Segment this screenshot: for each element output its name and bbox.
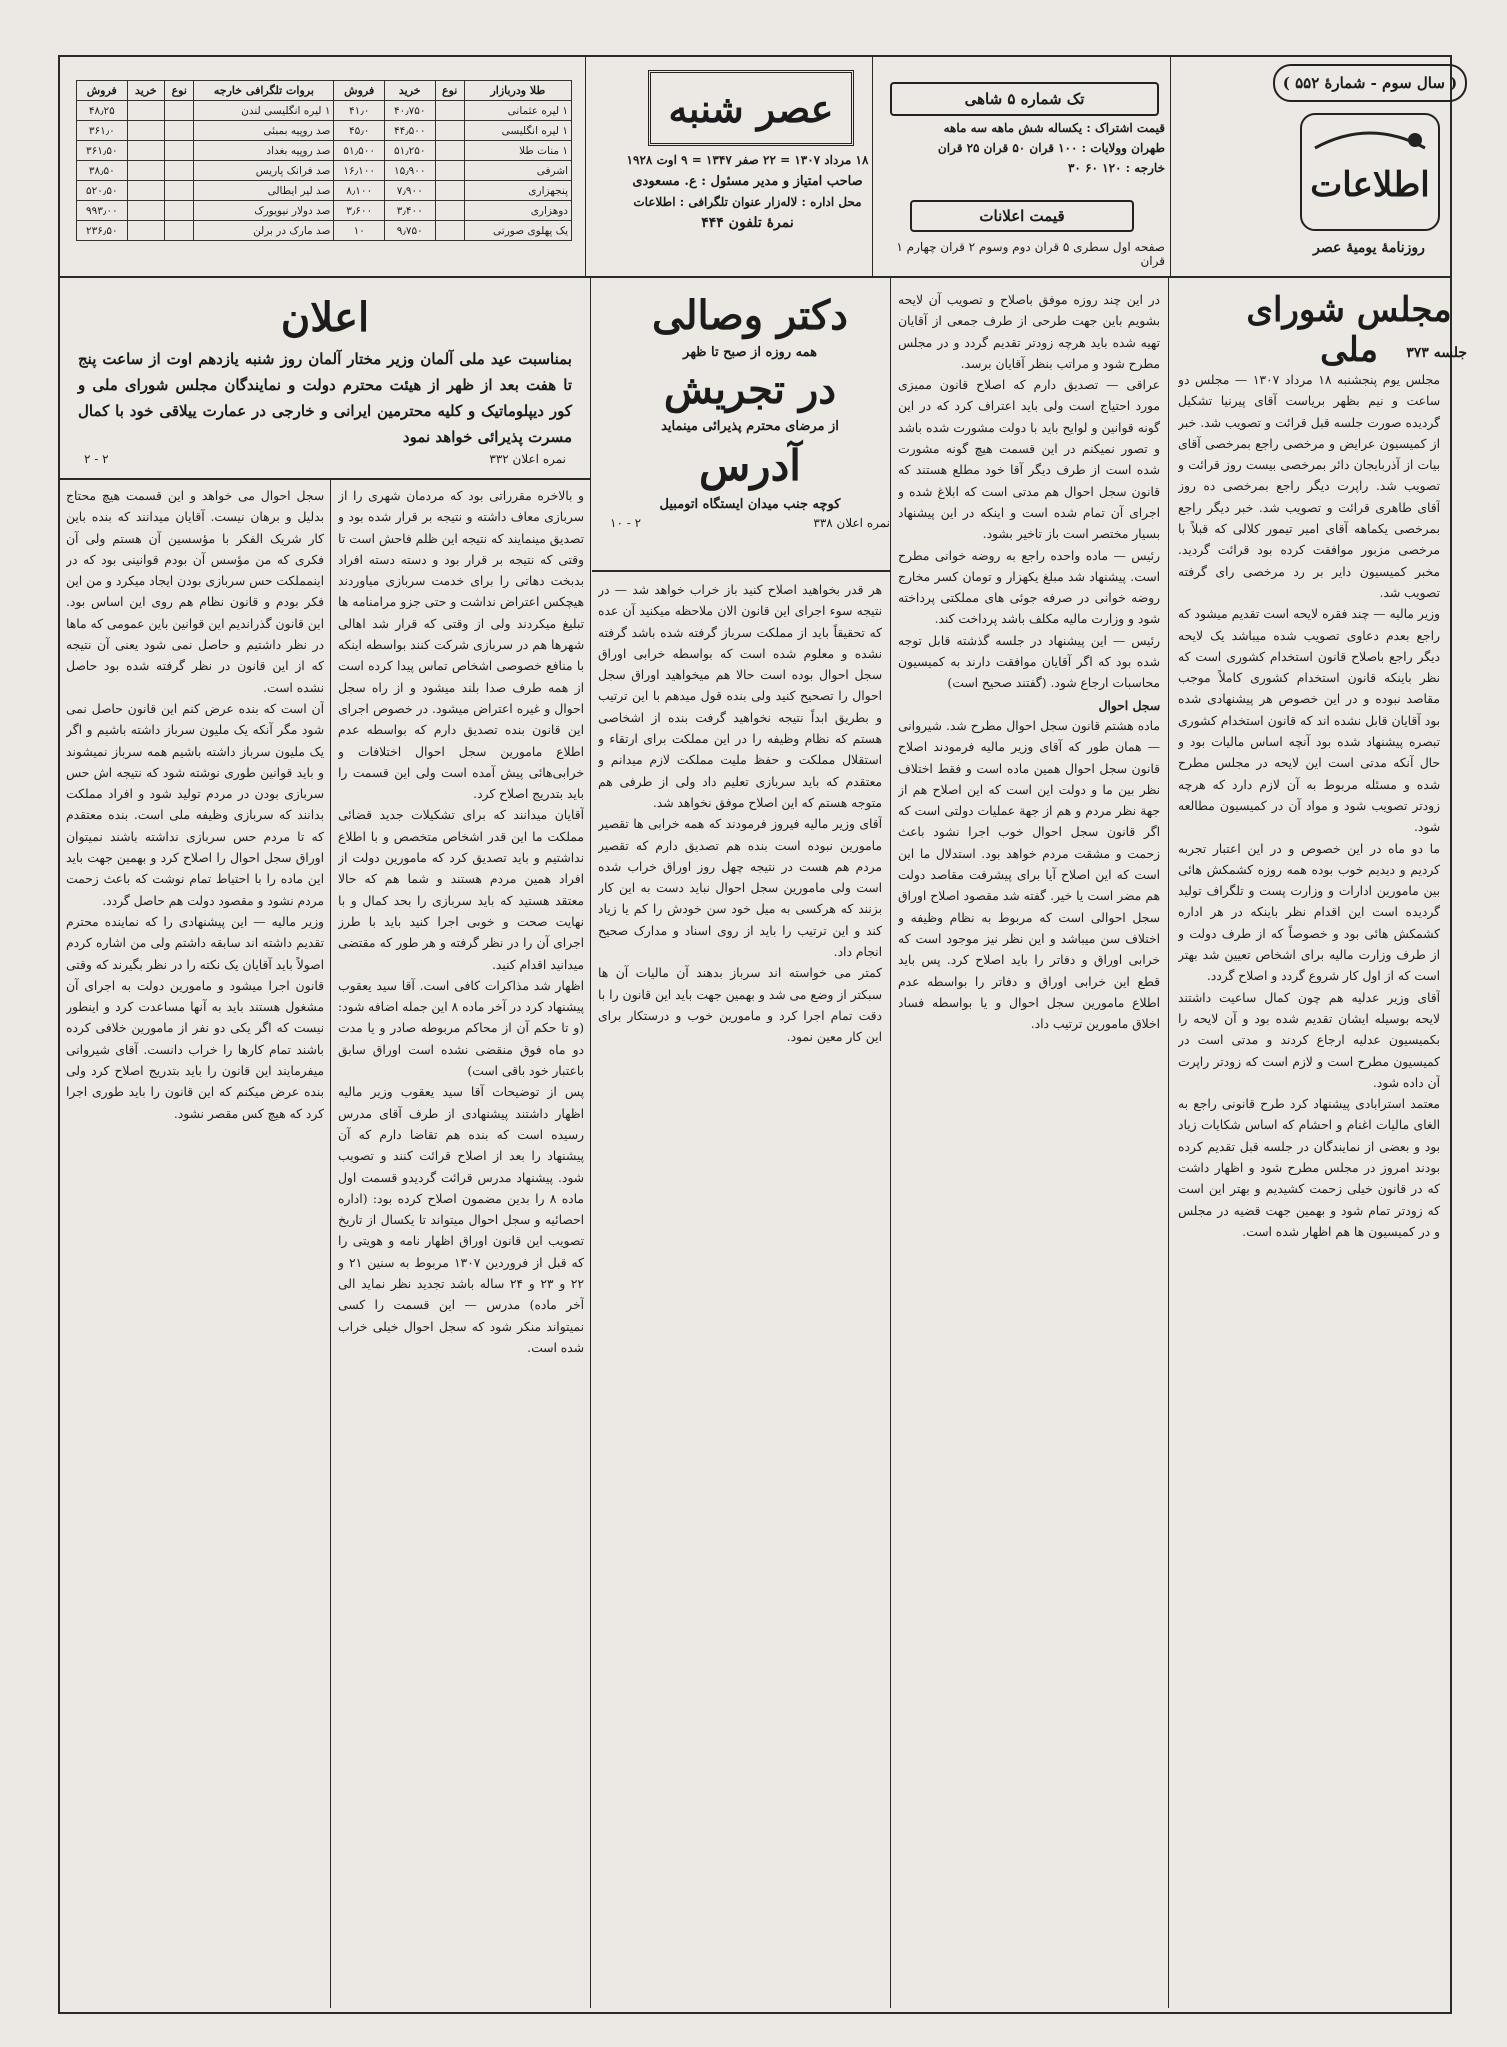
subscription-block xyxy=(880,118,1165,178)
table-cell xyxy=(127,141,165,161)
article-column-2 xyxy=(898,290,1160,2000)
table-cell: ۸٫۱۰۰ xyxy=(334,181,385,201)
table-cell: صد روپیه بغداد xyxy=(194,141,334,161)
table-cell xyxy=(435,221,464,241)
table-cell: دوهزاری xyxy=(464,201,571,221)
masthead-divider xyxy=(58,276,1450,278)
table-cell: ۴۱٫۰ xyxy=(334,101,385,121)
paragraph: وزیر مالیه — چند فقره لایحه است تقدیم میشود که راجع بعدم دعاوی تصویب شده میباشد یک لایحه دیگر راجع باصلاح قانون استخدام کشوری است که نظر باینکه قانون استخدام کشوری کاملاً موجب مقاصد نبوده و در این خصوص هر پیشنهادی شده بود آقایان قابل نشده اند که قانون استخدام کشوری تبصره پیشنهاد شده بود آنچه اساس مالیات بود و حال آنکه مدتی است این لایحه در مجلس مطرح شده و مسئله مربوط به آن لازم دارد که هرچه زودتر تصویب شود و مواد آن در کمیسیون مطالعه شود. xyxy=(1178,607,1440,835)
majlis-headline: مجلس شورای ملی xyxy=(1246,290,1452,370)
table-cell: ۱ لیره انگلیسی لندن xyxy=(194,101,334,121)
single-price: تک شماره ۵ شاهی xyxy=(890,82,1159,116)
newspaper-logo xyxy=(1295,108,1445,236)
table-header-cell: خرید xyxy=(384,81,435,101)
table-cell: اشرفی xyxy=(464,161,571,181)
column-rule xyxy=(330,480,331,2008)
column-rule xyxy=(590,278,591,2008)
announcement-title: اعلان xyxy=(280,294,370,341)
table-header-row xyxy=(77,81,572,101)
paragraph: معتمد استرابادی پیشنهاد کرد طرح قانونی راجع به الغای مالیات اغنام و احشام که اساس شکایات زیاد بود و بعضی از نمایندگان در جلسه قبل تقدیم کرده بودند امروز در مجلس مطرح شود و اظهار داشت که در قانون خیلی زحمت کشیدیم و بهتر این است که زودتر تمام شود و بهمین جهت قضیه در مجلس و در کمیسیون ها هم اظهار شده است. xyxy=(1178,1097,1440,1239)
paragraph: آقایان میدانند که برای تشکیلات جدید قضائی مملکت ما این قدر اشخاص متخصص و با اطلاع نداشتیم و باید تصدیق کرد که مامورین دولت از افراد همین مردم هستند و شما هم که حالا معتقد هستید که باید سربازی را بحد کمال و با نهایت صحت و خوبی اجرا کنید باید با طرز اجرای آن را در نظر گرفته و هر طور که مقتضی میدانید اقدام کنید. xyxy=(338,808,584,972)
paragraph: ما دو ماه در این خصوص و در این اعتبار تجربه کردیم و دیدیم خوب بوده همه روزه کشمکش هائی بین مامورین ادارات و وزارت پست و تلگراف تولید گردیده است این اقدام نظر باینکه در هر اداره کشمکش هائی بود و خصوصاً که از طرف دولت و از طرف وزارت مالیه برای اشخاص تعیین شد بهتر است که از اول کار شروع گردد و اصلاح گردد. xyxy=(1178,841,1440,984)
table-row xyxy=(77,221,572,241)
table-cell: ۳۶۱٫۵۰ xyxy=(77,141,128,161)
paragraph: کمتر می خواسته اند سرباز بدهند آن مالیات آن ها سبکتر از وضع می شد و بهمین جهت باید این قانون را با دقت تمام اجرا کرد و مامورین خوب و درستکار برای این کار معین نمود. xyxy=(598,966,882,1045)
article-column-1 xyxy=(1178,370,1440,2000)
table-row xyxy=(77,121,572,141)
table-cell: ۱۵٫۹۰۰ xyxy=(384,161,435,181)
table-cell: ۳٫۴۰۰ xyxy=(384,201,435,221)
paragraph: سجل احوال می خواهد و این قسمت هیچ محتاج بدلیل و برهان نیست. آقایان میدانند که بنده باین کار شریک الفکر با مؤسسین آن هستم ولی آن فکری که من مؤسس آن بودم قوانینی بود که در اینمملکت حس سربازی بودن ایجاد میکرد و من این فکر بودم و قانون نظام هم روی این اساس بود. این قانون گذراندیم این قوانین باین عمومی که ماها در نظر داشتیم و حاصل نمی شود یعنی آن نتیجه که از این قانون در نظر گرفته شده بود حاصل نشده است. xyxy=(66,489,324,695)
table-cell: ۳٫۶۰۰ xyxy=(334,201,385,221)
table-cell xyxy=(165,141,194,161)
table-header-cell: نوع xyxy=(165,81,194,101)
announcement-text: بمناسبت عید ملی آلمان وزیر مختار آلمان روز شنبه یازدهم اوت از ساعت پنج تا هفت بعد از ظهر از هیئت محترم دولت و نمایندگان مجلس شورای ملی و کور دیپلوماتیک و کلیه محترمین ایرانی و خارجی در عمارت ییلاقی خود با کمال مسرت پذیرائی خواهد نمود xyxy=(78,350,572,446)
table-row xyxy=(77,101,572,121)
subscription-title: قیمت اشتراک : یکساله شش ماهه سه ماهه xyxy=(943,121,1165,135)
ad-run: ۲ - ۱۰ xyxy=(610,516,642,530)
date-line: ۱۸ مرداد ۱۳۰۷ = ۲۲ صفر ۱۳۴۷ = ۹ اوت ۱۹۲۸ xyxy=(626,153,869,167)
table-cell: ۹٫۷۵۰ xyxy=(384,221,435,241)
tagline: روزنامهٔ یومیهٔ عصر xyxy=(1313,240,1425,256)
table-cell: ۴۰٫۷۵۰ xyxy=(384,101,435,121)
table-cell xyxy=(165,161,194,181)
phone-line: نمرهٔ تلفون ۴۴۴ xyxy=(701,215,794,231)
paragraph: اظهار شد مذاکرات کافی است. آقا سید یعقوب پیشنهاد کرد در آخر ماده ۸ این جمله اضافه شود: (و تا حکم آن از محاکم مربوطه صادر و یا مدت دو ماه فوق منقضی نشده است اوراق سابق باعتبار خود باقی است) xyxy=(338,978,584,1079)
announcement xyxy=(70,290,580,466)
edition-title: عصر ‌شنبه xyxy=(648,70,854,146)
issue-number: ( سال سوم - شمارهٔ ۵۵۲ ) xyxy=(1273,64,1467,102)
paragraph: آن است که بنده عرض کنم این قانون حاصل نمی شود مگر آنکه یک ملیون سرباز داشته باشیم و اگر یک ملیون سرباز داشته باشیم همه سرباز نمیشوند و باید قوانین طوری نوشته شود که نتیجه اش حس سربازی بودن در مردم تولید شود و افراد مملکت بدانند که سربازی وظیفه ملی است. بنده معتقدم که تا مردم حس سربازی نداشته باشند نمیتوان اوراق سجل احوال را اصلاح کرد و بهمین جهت باید این ماده را با احتیاط تمام نوشت که باعث زحمت مردم نشود و مقصود دولت هم حاصل گردد. xyxy=(66,701,324,908)
table-cell xyxy=(435,201,464,221)
table-cell: ۵۱٫۲۵۰ xyxy=(384,141,435,161)
table-cell: ۷٫۹۰۰ xyxy=(384,181,435,201)
table-header-cell: خرید xyxy=(127,81,165,101)
paragraph: عراقی — تصدیق دارم که اصلاح قانون ممیزی مورد احتیاج است ولی باید اعتراف کرد که در این گونه قوانین و لوایح باید با دولت مشورت شده باشد و تصور نمیکنم در این قسمت هیچ گونه مشورت شده است از طرف دیگر آقا خود مطلع هستند که قانون سجل احوال هم مدتی است که ابلاغ شده و اجرای آن تمام شده است و اینکه در این پیشنهاد بسیار مختصر است باز تاخیر بشود. xyxy=(898,378,1160,542)
table-row xyxy=(77,201,572,221)
table-cell xyxy=(127,221,165,241)
address-line: کوچه جنب میدان ایستگاه اتومبیل xyxy=(659,497,841,512)
paragraph: پس از توضیحات آقا سید یعقوب وزیر مالیه اظهار داشتند پیشنهادی از طرف آقای مدرس رسیده است که بنده هم تقاضا دارم که آن پیشنهاد را بعد از اصلاح قرائت کنند و تصویب شود. پیشنهاد مدرس قرائت گردیدو قسمت اول ماده ۸ را بدین مضمون اصلاح کرده بود: (اداره احصائیه و سجل احوال میتواند تا یکسال از تاریخ تصویب این قانون اوراق اظهار نامه و هویتی را که قبل از فروردین ۱۳۰۷ مربوط به سنین ۲۱ و ۲۲ و ۲۳ و ۲۴ ساله باشد تجدید نظر نماید الی آخر ماده) مدرس — این قسمت را کسی نمیتواند منکر شود که سجل احوال خیلی خراب شده است. xyxy=(338,1085,584,1355)
paragraph: هر قدر بخواهید اصلاح کنید باز خراب خواهد شد — در نتیجه سوء اجرای این قانون الان ملاحظه میکنید آن عده که تحقیقاً باید از مملکت سرباز گرفته شده باشد گرفته نشده و معلوم شده است که بواسطه خرابی اوراق سجل احوال بوده است حالا هم میخواهید اوراق سجل احوال را تصحیح کنید ولی بنده قول میدهم با این ترتیب و بطریق ابداً نتیجه نخواهید گرفت بنده از اشخاصی هستم که نظام وظیفه را در این مملکت برای ارتقاء و استقلال مملکت و حفظ ملیت مملکت لازم میدانم و معتقدم که باید سربازی تعلیم داد ولی از طرفی هم متوجه هستم که این اصلاح موفق نخواهد شد. xyxy=(598,583,882,810)
table-cell xyxy=(127,121,165,141)
table-header-cell: طلا ودربازار xyxy=(464,81,571,101)
table-cell xyxy=(127,181,165,201)
masthead-column-rule xyxy=(1170,57,1171,276)
table-cell: ۳۸٫۵۰ xyxy=(77,161,128,181)
table-header-cell: بروات تلگرافی خارجه xyxy=(194,81,334,101)
table-cell: پنجهزاری xyxy=(464,181,571,201)
ad-number: نمره اعلان ۳۳۲ xyxy=(489,452,566,466)
table-cell: ۹۹۳٫۰۰ xyxy=(77,201,128,221)
doctor-note: از مرضای محترم پذیرائی مینماید xyxy=(661,419,839,434)
table-cell: ۱ منات طلا xyxy=(464,141,571,161)
table-cell: ۱۶٫۱۰۰ xyxy=(334,161,385,181)
table-cell: ۵۱٫۵۰۰ xyxy=(334,141,385,161)
office-line: محل اداره : لاله‌زار عنوان تلگرافی : اطلاعات xyxy=(633,195,862,209)
table-header-cell: فروش xyxy=(77,81,128,101)
owner-line: صاحب امتیاز و مدیر مسئول : ع. مسعودی xyxy=(632,174,863,189)
paragraph: و بالاخره مقرراتی بود که مردمان شهری را از سربازی معاف داشته و نتیجه بر قرار شده بود و تصدیق مینمایند که نتیجه این ظلم فاحش است تا وقتی که نتیجه بر قرار بود و دسته دسته افراد بدبخت دهاتی را برای خدمت سربازی میاوردند هیچکس اعتراض نداشت و حتی جزو مرامنامه ها تبلیغ میکردند ولی از وقتی که قرار شد اهالی شهرها هم در سربازی شرکت کنند بواسطه اینکه با منافع خصوصی اشخاص تماس پیدا کرده است از همه طرف صدا بلند میشود و از راه سجل احوال و غیره اعتراض میشود. در خصوص اجرای این قانون بنده تصدیق دارم که بواسطه عدم اطلاع مامورین سجل احوال اختلافات و خرابی‌هائی پیش آمده است ولی این قسمت را باید بتدریج اصلاح کرد. xyxy=(338,489,584,802)
table-cell: ۵۲۰٫۵۰ xyxy=(77,181,128,201)
table-cell xyxy=(165,221,194,241)
table-cell: ۱۰ xyxy=(334,221,385,241)
ads-rates: صفحه اول سطری ۵ قران دوم وسوم ۲ قران چهارم ۱ قران xyxy=(896,240,1165,268)
table-cell xyxy=(165,121,194,141)
paragraph: در این چند روزه موفق باصلاح و تصویب آن لایحه بشویم باین جهت طرحی از طرف جمعی از آقایان تهیه شده باید هرچه زودتر تقدیم گردد و در مجلس مطرح شود و مراتب بنظر آقایان برسد. xyxy=(898,293,1160,371)
subscription-abroad: خارجه : ۱۲۰ ۶۰ ۳۰ xyxy=(1067,161,1165,175)
paragraph: رئیس — ماده واحده راجع به روضه خوانی مطرح است. پیشنهاد شد مبلغ یکهزار و تومان کسر مخارج روضه خوانی در صرفه جوئی های مملکتی پرداخته شود و وزارت مالیه مکلف باشد پرداخت کند. xyxy=(898,548,1160,627)
table-cell xyxy=(127,101,165,121)
ad-number: نمره اعلان ۳۳۸ xyxy=(813,516,890,530)
table-cell xyxy=(165,101,194,121)
table-cell: ۴۸٫۲۵ xyxy=(77,101,128,121)
table-cell: صد مارک در برلن xyxy=(194,221,334,241)
doctor-advertisement xyxy=(600,290,900,530)
table-row xyxy=(77,161,572,181)
table-cell: صد روپیه بمبئی xyxy=(194,121,334,141)
ad-divider xyxy=(592,570,890,572)
article-column-5 xyxy=(66,486,324,2000)
paragraph: آقای وزیر مالیه فیروز فرمودند که همه خرابی ها تقصیر مامورین نبوده است بنده هم تصدیق دارم که تقصیر مردم هم هست در نتیجه چهل روز اوراق خراب شده است ولی مامورین سجل احوال نباید دست به این کار بزنند که هرکسی به میل خود سن خودش را کم یا زیاد کند و این ترتیب را باید از روی اسناد و مدارک صحیح انجام داد. xyxy=(598,817,882,960)
table-cell: ۱ لیره انگلیسی xyxy=(464,121,571,141)
table-cell: ۴۵٫۰ xyxy=(334,121,385,141)
table-header-cell: فروش xyxy=(334,81,385,101)
table-cell: ۲۳۶٫۵۰ xyxy=(77,221,128,241)
table-cell: ۳۶۱٫۰ xyxy=(77,121,128,141)
table-cell: ۴۴٫۵۰۰ xyxy=(384,121,435,141)
article-column-3 xyxy=(598,580,882,2000)
session-label: جلسه ۳۷۳ xyxy=(1406,345,1467,361)
paragraph: ماده هشتم قانون سجل احوال مطرح شد. شیروانی — همان طور که آقای وزیر مالیه فرمودند اصلاح قانون سجل احوال همین ماده است و فقط اختلاف نظر بین ما و دولت این است که این اصلاح هم از جهة نظر مردم و هم از جهة عملیات دولتی است که اگر قانون سجل احوال خوب اجرا نشود باعث زحمت و مشقت مردم خواهد بود. استدلال ما این است که این اصلاح آیا برای پیشرفت مقاصد دولت هم مضر است یا خیر. گفته شد مقصود اصلاح اوراق سجل احوالی است که مربوط به نظام وظیفه و اختلاف سن میباشد و این نظر نیز موجود است که خرابی اوراق و دفاتر را باید اصلاح کرد. پس باید قطع این خرابی اوراق و دفاتر را بواسطه عدم اطلاع مامورین سجل احوال و یا بواسطه فساد اخلاق مامورین ترتیب داد. xyxy=(898,718,1160,1032)
table-row xyxy=(77,141,572,161)
table-cell: صد فرانک پاریس xyxy=(194,161,334,181)
publication-info xyxy=(585,150,910,234)
column-rule xyxy=(1168,278,1169,2008)
ad-number-row xyxy=(70,452,580,466)
table-cell xyxy=(435,181,464,201)
ads-price-title: قیمت اعلانات xyxy=(910,200,1134,232)
paragraph: آقای وزیر عدلیه هم چون کمال ساعیت داشتند لایحه بوسیله ایشان تقدیم شده بود و آن لایحه را بکمیسیون عدلیه ارجاع کردند و مدتی است در کمیسیون مطرح است و لازم است که زودتر راپرت آن داده شود. xyxy=(1178,990,1440,1090)
exchange-rates-table xyxy=(76,80,572,241)
address-title: آدرس xyxy=(699,441,801,490)
logo-text: اطلاعات xyxy=(1310,165,1430,205)
table-cell xyxy=(435,161,464,181)
column-rule xyxy=(890,278,891,2008)
ad-divider xyxy=(60,478,590,480)
doctor-place: در تجریش xyxy=(663,366,837,413)
table-row xyxy=(77,181,572,201)
table-cell xyxy=(435,121,464,141)
table-cell xyxy=(165,181,194,201)
table-cell xyxy=(127,161,165,181)
subheading: سجل احوال xyxy=(1098,697,1160,713)
table-cell: صد لیر ایطالی xyxy=(194,181,334,201)
ad-run: ۲ - ۲ xyxy=(84,452,109,466)
table-cell: یک پهلوی صورتی xyxy=(464,221,571,241)
table-cell xyxy=(435,101,464,121)
paragraph: مجلس یوم پنجشنبه ۱۸ مرداد ۱۳۰۷ — مجلس دو ساعت و نیم بظهر بریاست آقای پیرنیا تشکیل گردیده صورت جلسه قبل قرائت و تصویب شد. خبر از کمیسیون عرایض و مرخصی راجع بمرخصی آقای بیات از آذربایجان دائر بمرخصی بیست روز قرائت و تصویب شد. راپرت دیگر راجع بمرخصی ده روز آقای طاهری قرائت و تصویب شد. خبر دیگر راجع بمرخصی یکماهه آقای امیر تیمور کلالی که قبلاً با مرخصی مزبور موافقت کرده بود قرائت گردید. مخبر کمیسیون دایر بر رد مرخصی رای گرفته تصویب شد. xyxy=(1178,373,1440,600)
doctor-title: دکتر وصالی xyxy=(652,292,848,339)
table-cell: صد دولار نیویورک xyxy=(194,201,334,221)
table-cell xyxy=(435,141,464,161)
paragraph: وزیر مالیه — این پیشنهادی را که نماینده محترم تقدیم داشته اند سابقه داشتم ولی من اشاره کردم اصولاً باید آقایان یک نکته را در نظر بگیرند که وقتی قانون اجرا میشود و مامورین دولت به اجرای آن مشغول هستند باید به آنها مساعدت کرد و اینطور نیست که اگر یکی دو نفر از مامورین خلافی کرده باشند تمام کارها را خراب دانست. آقای شیروانی میفرمایند این قانون را باید بتدریج اصلاح کرد ولی بنده عرض میکنم که این قانون را باید طوری اجرا کرد که هیچ کس مقصر نشود. xyxy=(66,914,324,1121)
doctor-hours: همه روزه از صبح تا ظهر xyxy=(683,345,817,360)
table-cell xyxy=(165,201,194,221)
table-header-cell: نوع xyxy=(435,81,464,101)
table-cell xyxy=(127,201,165,221)
paragraph: رئیس — این پیشنهاد در جلسه گذشته قابل توجه شده بود که اگر آقایان موافقت دارند به کمیسیون محاسبات ارجاع شود. (گفتند صحیح است) xyxy=(898,633,1160,691)
subscription-tehran: طهران وولایات : ۱۰۰ قران ۵۰ قران ۲۵ قران xyxy=(937,141,1165,155)
ad-number-row xyxy=(600,516,900,530)
article-column-4 xyxy=(338,486,584,2000)
table-cell: ۱ لیره عثمانی xyxy=(464,101,571,121)
